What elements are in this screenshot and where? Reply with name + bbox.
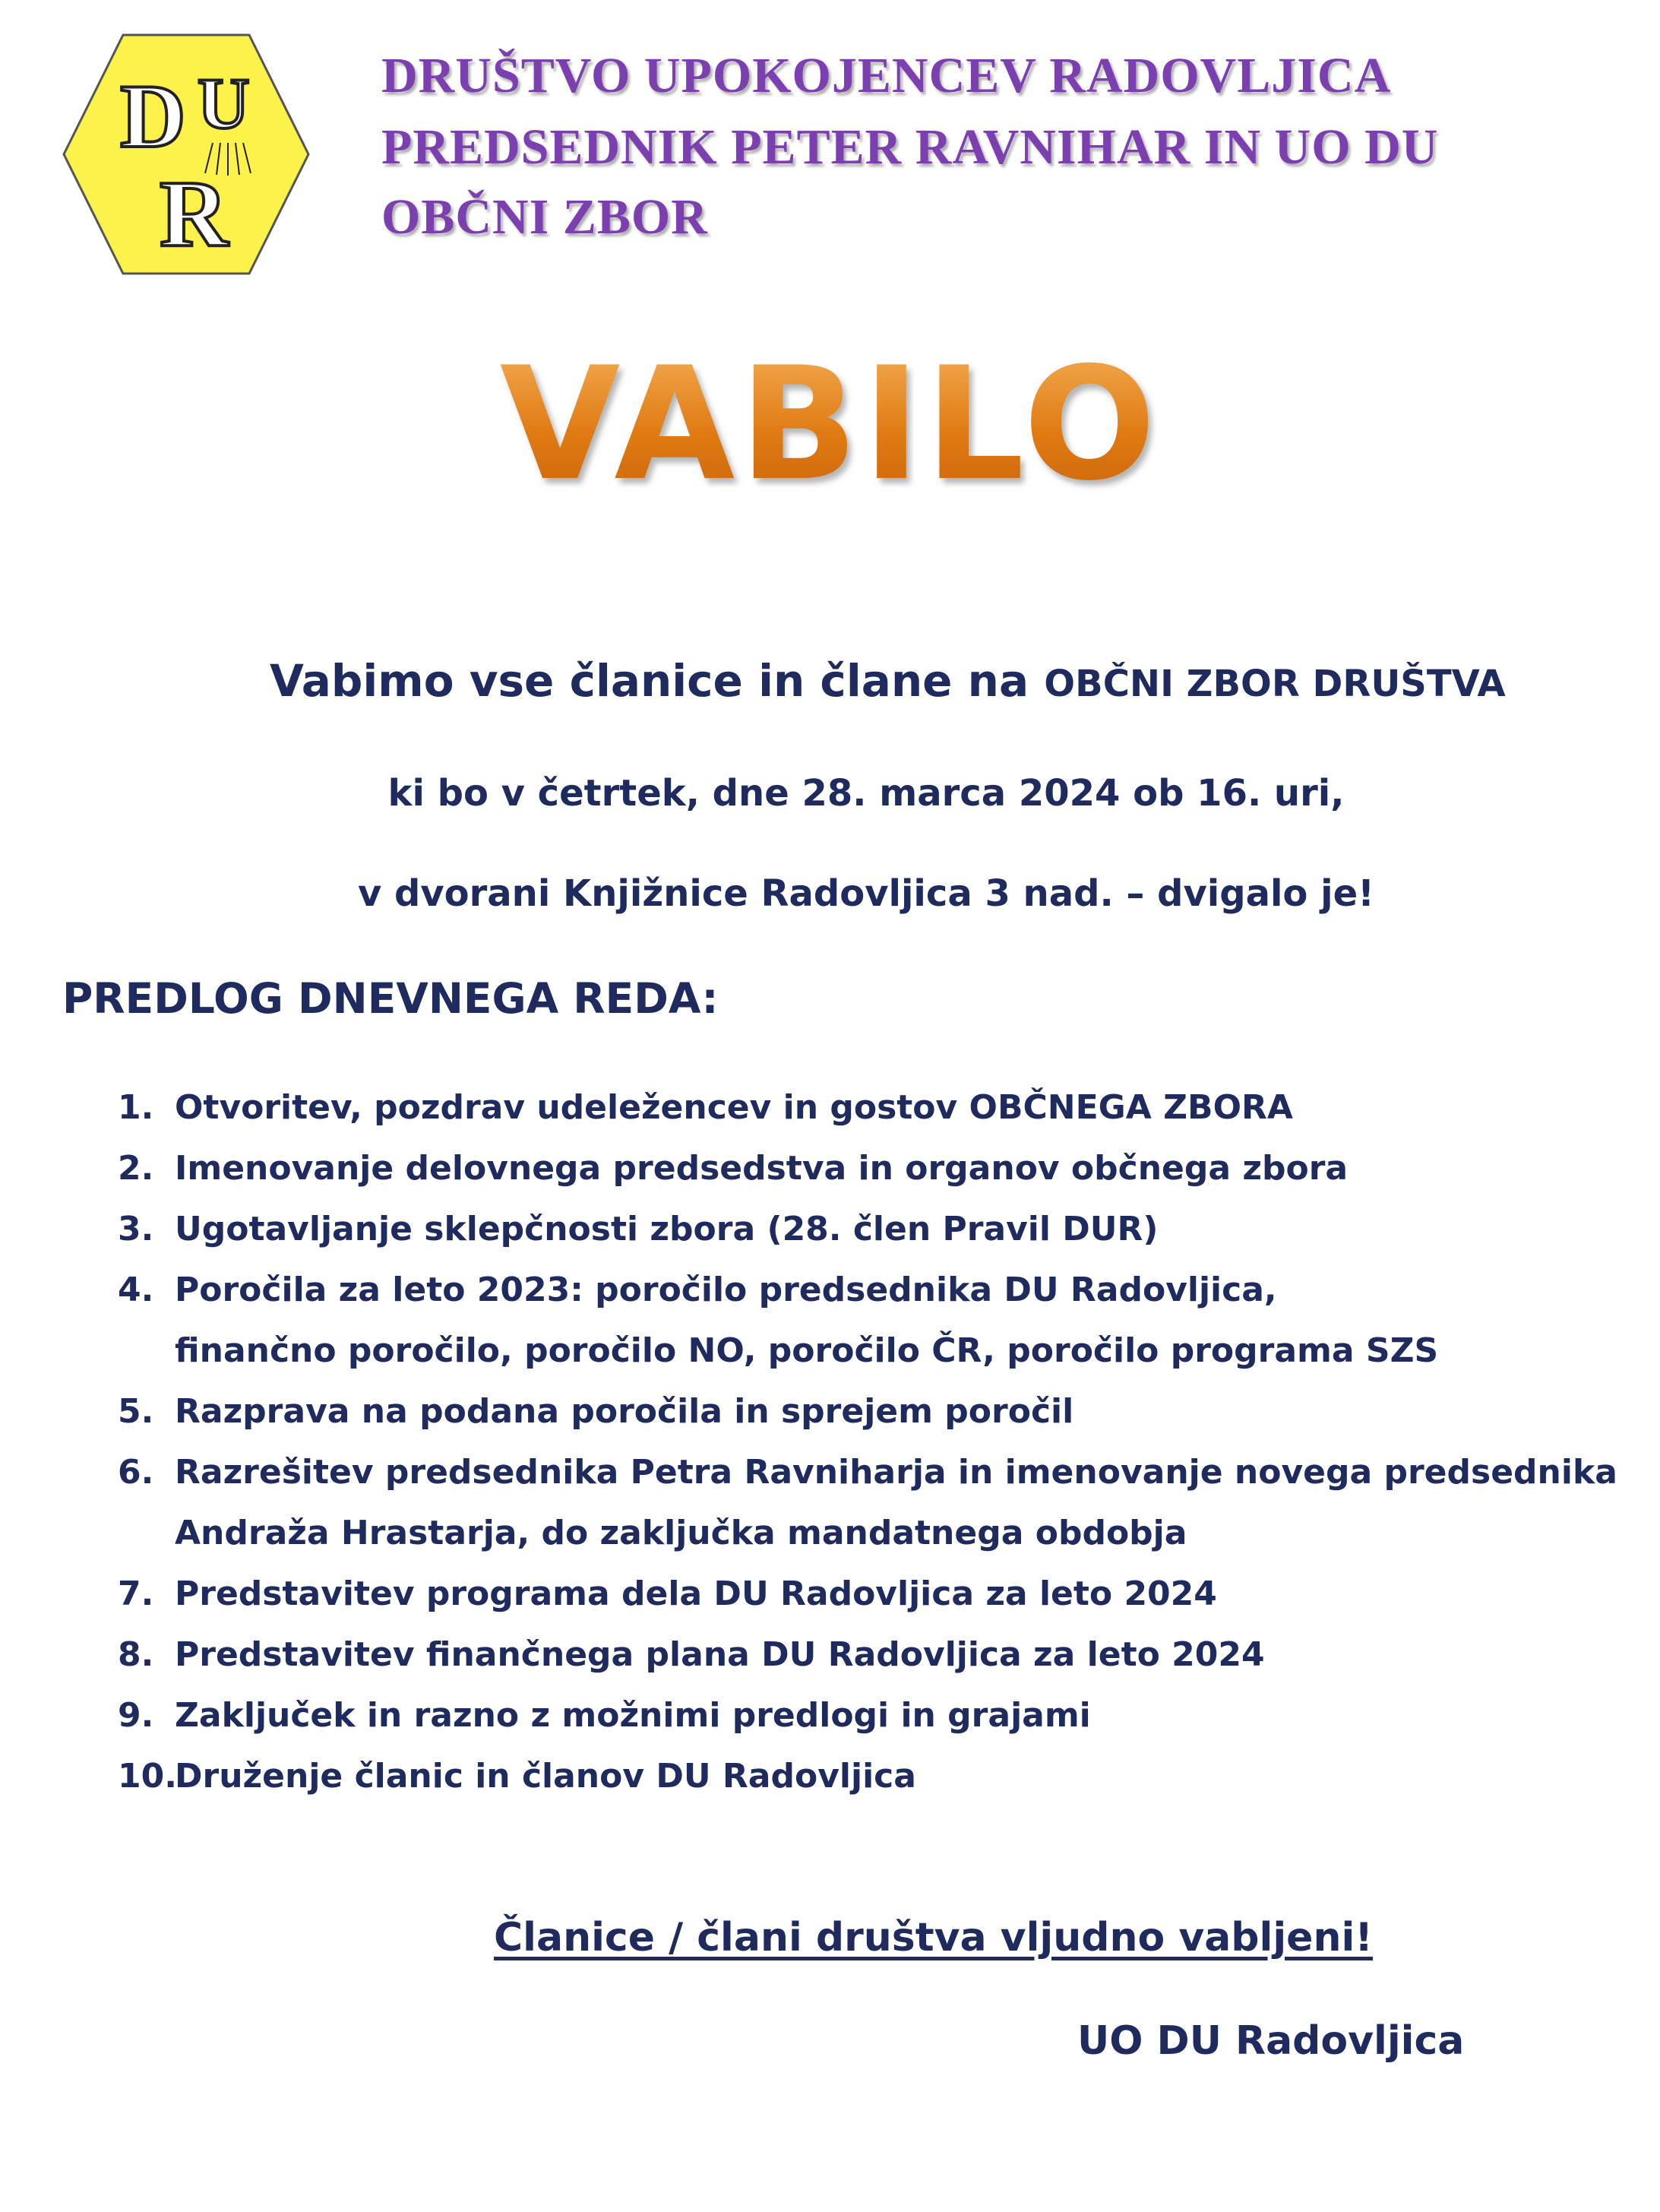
intro-text [270, 655, 1506, 707]
list-item [118, 1138, 1617, 1199]
logo-letter-u: U [198, 63, 250, 144]
signature: UO DU Radovljica [1077, 2018, 1465, 2064]
list-item [118, 1746, 1617, 1807]
logo-letter-d: D [120, 65, 186, 166]
list-item-number: 1. [118, 1088, 154, 1127]
dur-logo [61, 29, 311, 280]
logo-letter-r: R [160, 162, 229, 267]
list-item [118, 1625, 1617, 1685]
list-item-number: 6. [118, 1453, 154, 1492]
list-item [118, 1078, 1617, 1138]
list-item-number: 8. [118, 1635, 154, 1674]
intro-caps: OBČNI ZBOR DRUŠTVA [1044, 663, 1506, 705]
venue-line: v dvorani Knjižnice Radovljica 3 nad. – dvigalo je! [357, 872, 1375, 915]
list-item-text: Andraža Hrastarja, do zaključka mandatnega obdobja [175, 1514, 1187, 1552]
list-item-text: Druženje članic in članov DU Radovljica [175, 1757, 916, 1796]
list-item-text: Razprava na podana poročila in sprejem poročil [175, 1392, 1074, 1431]
list-item-number: 4. [118, 1271, 154, 1309]
list-item-number: 10. [118, 1757, 177, 1796]
list-item-number: 7. [118, 1574, 154, 1613]
list-item-text: Ugotavljanje sklepčnosti zbora (28. člen Pravil DUR) [175, 1210, 1159, 1248]
list-item-number [118, 1503, 175, 1564]
header-line-president: PREDSEDNIK PETER RAVNIHAR IN UO DU [381, 119, 1439, 175]
list-item-text: Otvoritev, pozdrav udeležencev in gostov OBČNEGA ZBORA [175, 1088, 1293, 1127]
list-item [118, 1321, 1617, 1381]
header-line-assembly: OBČNI ZBOR [381, 189, 708, 245]
list-item-text: Zaključek in razno z možnimi predlogi in grajami [175, 1696, 1091, 1735]
list-item [118, 1442, 1617, 1503]
closing-text: Članice / člani društva vljudno vabljeni! [494, 1915, 1373, 1960]
list-item [118, 1199, 1617, 1260]
list-item-text: Razrešitev predsednika Petra Ravniharja in imenovanje novega predsednika [175, 1453, 1617, 1492]
list-item [118, 1381, 1617, 1442]
header-line-society: DRUŠTVO UPOKOJENCEV RADOVLJICA [381, 48, 1392, 103]
list-item-number: 3. [118, 1210, 154, 1248]
date-line: ki bo v četrtek, dne 28. marca 2024 ob 16. uri, [387, 772, 1345, 815]
list-item-number [118, 1321, 175, 1381]
list-item [118, 1685, 1617, 1746]
list-item-text: Predstavitev programa dela DU Radovljica za leto 2024 [175, 1574, 1217, 1613]
intro-lead: Vabimo vse članice in člane na [270, 655, 1029, 707]
list-item [118, 1260, 1617, 1321]
list-item-text: Predstavitev finančnega plana DU Radovljica za leto 2024 [175, 1635, 1265, 1674]
agenda-list [118, 1078, 1617, 1807]
list-item-number: 2. [118, 1149, 154, 1188]
list-item-number: 9. [118, 1696, 154, 1735]
list-item-text: Poročila za leto 2023: poročilo predsednika DU Radovljica, [175, 1271, 1277, 1309]
list-item-number: 5. [118, 1392, 154, 1431]
list-item-text: Imenovanje delovnega predsedstva in organov občnega zbora [175, 1149, 1349, 1188]
list-item [118, 1503, 1617, 1564]
agenda-title: PREDLOG DNEVNEGA REDA: [62, 974, 719, 1023]
invitation-title: VABILO [0, 334, 1660, 515]
list-item [118, 1564, 1617, 1625]
list-item-text: finančno poročilo, poročilo NO, poročilo ČR, poročilo programa SZS [175, 1331, 1439, 1370]
